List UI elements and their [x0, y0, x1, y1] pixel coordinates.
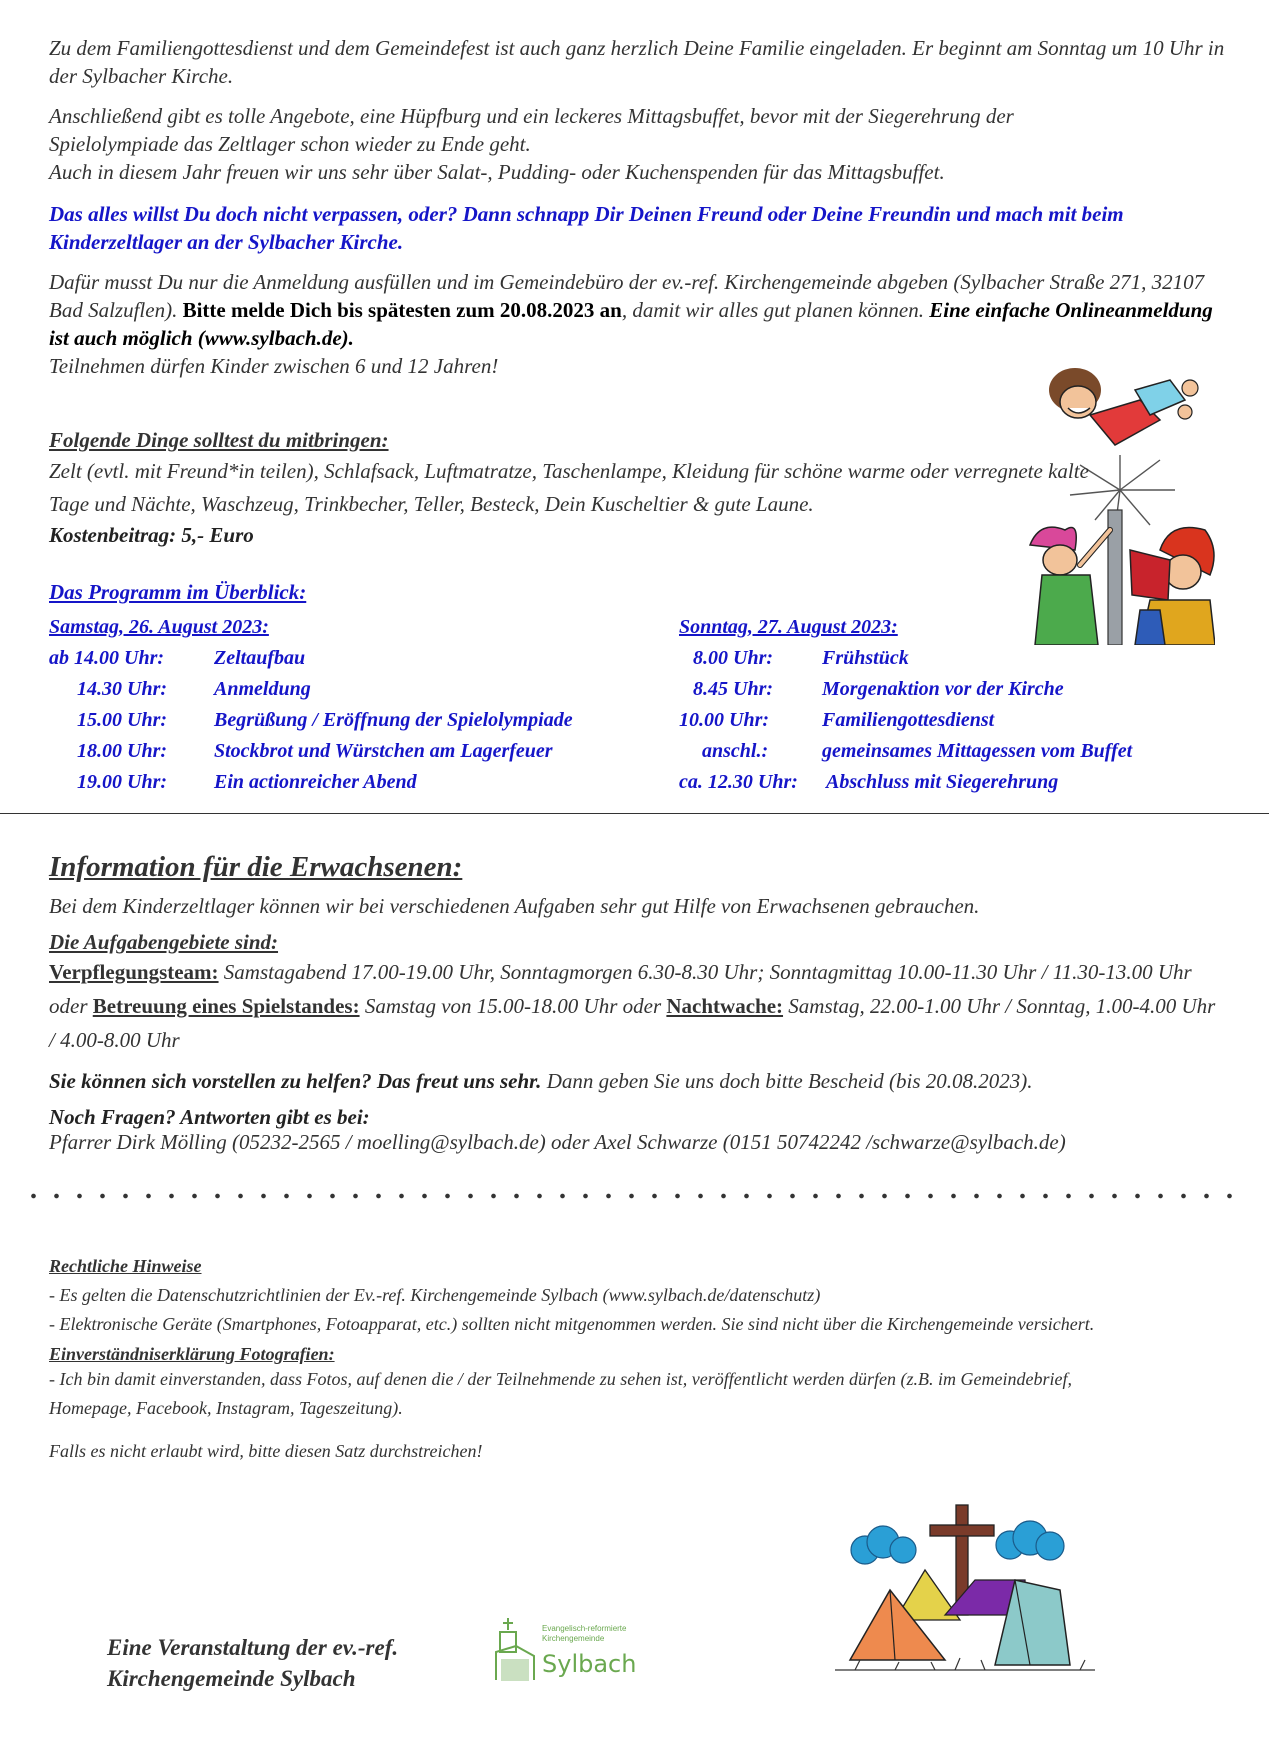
- tasks-text: [49, 955, 1224, 1057]
- legal-devices: - Elektronische Geräte (Smartphones, Fotoapparat, etc.) sollten nicht mitgenommen werden. Sie sind nicht über die Kirchengemeinde versichert.: [49, 1314, 1095, 1334]
- program-heading: Das Programm im Überblick:: [49, 580, 307, 604]
- sylbach-logo: [492, 1616, 642, 1684]
- logo-subtitle: Evangelisch-reformierte Kirchengemeinde: [542, 1624, 627, 1643]
- registration-text: Dafür musst Du nur die Anmeldung ausfüllen und im Gemeindebüro der ev.-ref. Kirchengemeinde abgeben (Sylbacher Straße 271, 32107 Bad Salzuflen).: [49, 270, 1205, 322]
- sat-event-3: Begrüßung / Eröffnung der Spielolympiade: [214, 709, 573, 731]
- sat-event-5: Ein actionreicher Abend: [214, 771, 417, 793]
- task-gamestand-label: Betreuung eines Spielstandes:: [92, 994, 360, 1018]
- sun-event-1: Frühstück: [822, 647, 909, 669]
- adults-heading: Information für die Erwachsenen:: [49, 851, 463, 883]
- organizer-line-2: Kirchengemeinde Sylbach: [107, 1666, 356, 1691]
- tents-cross-illustration: [835, 1500, 1095, 1685]
- legal-heading: Rechtliche Hinweise: [49, 1256, 202, 1276]
- registration-text-2: , damit wir alles gut planen können.: [621, 298, 930, 322]
- task-nightwatch-label: Nachtwache:: [666, 994, 784, 1018]
- sun-event-3: Familiengottesdienst: [822, 709, 995, 731]
- sat-time-1: ab 14.00 Uhr:: [49, 647, 165, 669]
- logo-name: Sylbach: [542, 1650, 637, 1678]
- sun-time-5: ca. 12.30 Uhr:: [679, 771, 798, 793]
- invitation-blue: Das alles willst Du doch nicht verpassen, oder? Dann schnapp Dir Deinen Freund oder Deine Freundin und mach mit beim Kinderzeltlager an der Sylbacher Kirche.: [49, 202, 1124, 254]
- sat-time-4: 18.00 Uhr:: [77, 740, 168, 762]
- sun-time-3: 10.00 Uhr:: [679, 709, 770, 731]
- sun-event-5: Abschluss mit Siegerehrung: [826, 771, 1059, 793]
- organizer-line-1: Eine Veranstaltung der ev.-ref.: [107, 1635, 399, 1660]
- registration-paragraph: [49, 268, 1219, 352]
- legal-privacy: - Es gelten die Datenschutzrichtlinien der Ev.-ref. Kirchengemeinde Sylbach (www.sylbach.de/datenschutz): [49, 1285, 821, 1305]
- sun-event-2: Morgenaktion vor der Kirche: [822, 678, 1064, 700]
- afterwards-line-1: Anschließend gibt es tolle Angebote, eine Hüpfburg und ein leckeres Mittagsbuffet, bevor mit der Siegerehrung der: [49, 104, 1014, 128]
- intro-section: [49, 34, 1229, 380]
- bring-heading: Folgende Dinge solltest du mitbringen:: [49, 428, 389, 452]
- help-rest: Dann geben Sie uns doch bitte Bescheid (bis 20.08.2023).: [541, 1069, 1033, 1093]
- help-bold: Sie können sich vorstellen zu helfen? Das freut uns sehr.: [49, 1069, 542, 1093]
- legal-section: [49, 1252, 1149, 1466]
- adults-intro: Bei dem Kinderzeltlager können wir bei verschiedenen Aufgaben sehr gut Hilfe von Erwachsenen gebrauchen.: [49, 894, 980, 918]
- organizer-text: [107, 1632, 398, 1694]
- cost-line: Kostenbeitrag: 5,- Euro: [49, 523, 254, 547]
- sat-event-4: Stockbrot und Würstchen am Lagerfeuer: [214, 740, 553, 762]
- sat-event-2: Anmeldung: [214, 678, 311, 700]
- task-gamestand-text: Samstag von 15.00-18.00 Uhr oder: [359, 994, 667, 1018]
- adults-section: [49, 851, 1229, 1154]
- strike-note: Falls es nicht erlaubt wird, bitte diesen Satz durchstreichen!: [49, 1441, 483, 1461]
- sat-time-2: 14.30 Uhr:: [77, 678, 168, 700]
- section-divider: [0, 813, 1269, 814]
- sun-time-2: 8.45 Uhr:: [693, 678, 774, 700]
- sunday-title: Sonntag, 27. August 2023:: [679, 616, 898, 638]
- sun-time-4: anschl.:: [702, 740, 769, 762]
- bring-list: Zelt (evtl. mit Freund*in teilen), Schlafsack, Luftmatratze, Taschenlampe, Kleidung für schöne warme oder verregnete kalte Tage und Nächte, Waschzeug, Trinkbecher, Teller, Besteck, Dein Kuscheltier & gute Laune.: [49, 459, 1089, 516]
- sat-time-3: 15.00 Uhr:: [77, 709, 168, 731]
- registration-deadline: Bitte melde Dich bis spätesten zum 20.08.2023 an: [182, 298, 622, 322]
- age-line: Teilnehmen dürfen Kinder zwischen 6 und 12 Jahren!: [49, 354, 499, 378]
- sat-event-1: Zeltaufbau: [214, 647, 306, 669]
- sat-time-5: 19.00 Uhr:: [77, 771, 168, 793]
- photo-consent-heading: Einverständniserklärung Fotografien:: [49, 1344, 335, 1364]
- online-registration: Eine einfache Onlineanmeldung ist auch möglich (www.sylbach.de).: [49, 298, 1213, 350]
- donation-line: Auch in diesem Jahr freuen wir uns sehr über Salat-, Pudding- oder Kuchenspenden für das Mittagsbuffet.: [49, 160, 945, 184]
- task-catering-text: Samstagabend 17.00-19.00 Uhr, Sonntagmorgen 6.30-8.30 Uhr; Sonntagmittag 10.00-11.30 Uhr / 11.30-13.00 Uhr oder: [49, 960, 1192, 1018]
- intro-paragraph: Zu dem Familiengottesdienst und dem Gemeindefest ist auch ganz herzlich Deine Familie eingeladen. Er beginnt am Sonntag um 10 Uhr in der Sylbacher Kirche.: [49, 36, 1225, 88]
- afterwards-line-2: Spielolympiade das Zeltlager schon wieder zu Ende geht.: [49, 132, 531, 156]
- help-line: [49, 1067, 1229, 1095]
- task-catering-label: Verpflegungsteam:: [49, 960, 219, 984]
- saturday-title: Samstag, 26. August 2023:: [49, 616, 269, 638]
- task-nightwatch-text: Samstag, 22.00-1.00 Uhr / Sonntag, 1.00-4.00 Uhr / 4.00-8.00 Uhr: [49, 994, 1216, 1052]
- sun-time-1: 8.00 Uhr:: [693, 647, 774, 669]
- questions-heading: Noch Fragen? Antworten gibt es bei:: [49, 1105, 370, 1129]
- cut-line-dots: [22, 1190, 1248, 1202]
- sun-event-4: gemeinsames Mittagessen vom Buffet: [822, 740, 1133, 762]
- church-icon: [492, 1616, 536, 1682]
- photo-consent-text: - Ich bin damit einverstanden, dass Fotos, auf denen die / der Teilnehmende zu sehen ist, veröffentlicht werden dürfen (z.B. im Gemeindebrief, Homepage, Facebook, Instagram, Tageszeitung).: [49, 1369, 1072, 1418]
- tasks-heading: Die Aufgabengebiete sind:: [49, 930, 279, 954]
- contacts-line: Pfarrer Dirk Mölling (05232-2565 / moelling@sylbach.de) oder Axel Schwarze (0151 50742242 /schwarze@sylbach.de): [49, 1130, 1066, 1154]
- bring-section: [49, 428, 1129, 548]
